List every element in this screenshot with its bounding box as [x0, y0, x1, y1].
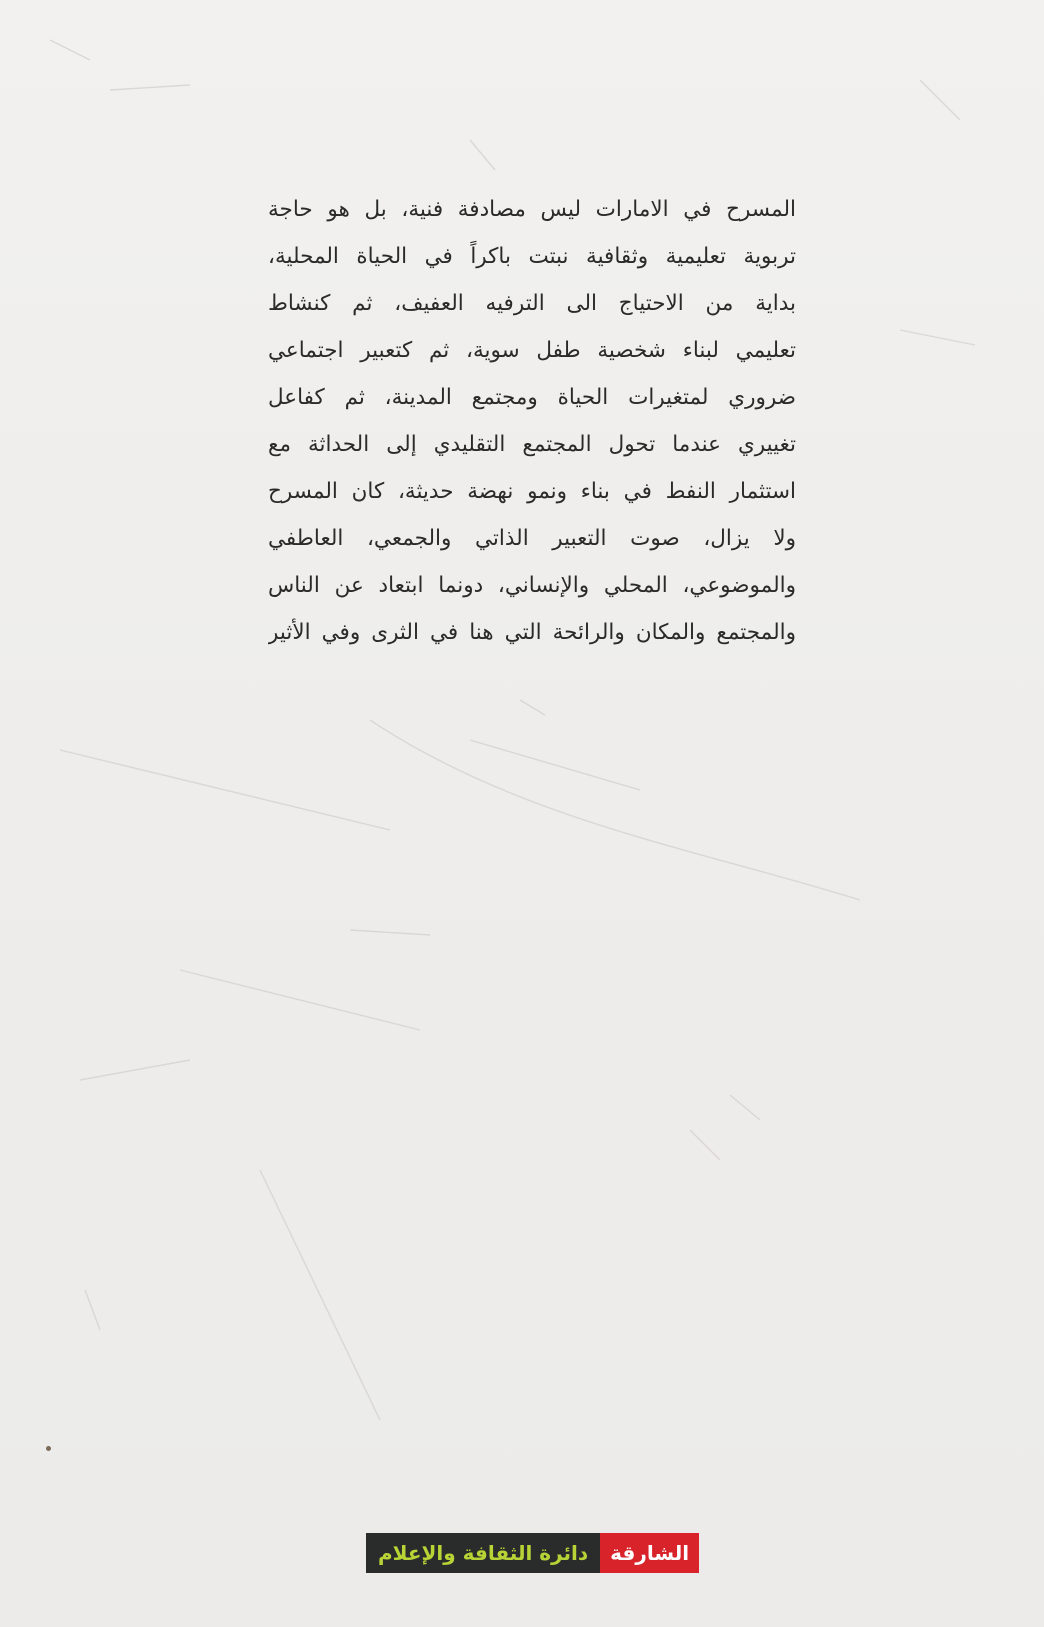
- surface-speck: [46, 1446, 51, 1451]
- blurb-line: والموضوعي، المحلي والإنساني، دونما ابتعاد عن الناس: [268, 573, 796, 598]
- publisher-logo: [366, 1533, 699, 1573]
- blurb-line: تغييري عندما تحول المجتمع التقليدي إلى الحداثة مع: [268, 432, 796, 457]
- publisher-city: الشارقة: [600, 1533, 699, 1573]
- blurb-line: بداية من الاحتياج الى الترفيه العفيف، ثم كنشاط: [268, 291, 796, 316]
- blurb-line: تعليمي لبناء شخصية طفل سوية، ثم كتعبير اجتماعي: [268, 338, 796, 363]
- blurb-line: ضروري لمتغيرات الحياة ومجتمع المدينة، ثم كفاعل: [268, 385, 796, 410]
- blurb-line: والمجتمع والمكان والرائحة التي هنا في الثرى وفي الأثير: [268, 620, 796, 645]
- blurb-line: استثمار النفط في بناء ونمو نهضة حديثة، كان المسرح: [268, 479, 796, 504]
- blurb-line: المسرح في الامارات ليس مصادفة فنية، بل هو حاجة: [268, 197, 796, 222]
- publisher-department: دائرة الثقافة والإعلام: [366, 1533, 600, 1573]
- blurb-text: [268, 186, 796, 656]
- blurb-line: ولا يزال، صوت التعبير الذاتي والجمعي، العاطفي: [268, 526, 796, 551]
- blurb-line: تربوية تعليمية وثقافية نبتت باكراً في الحياة المحلية،: [268, 244, 796, 269]
